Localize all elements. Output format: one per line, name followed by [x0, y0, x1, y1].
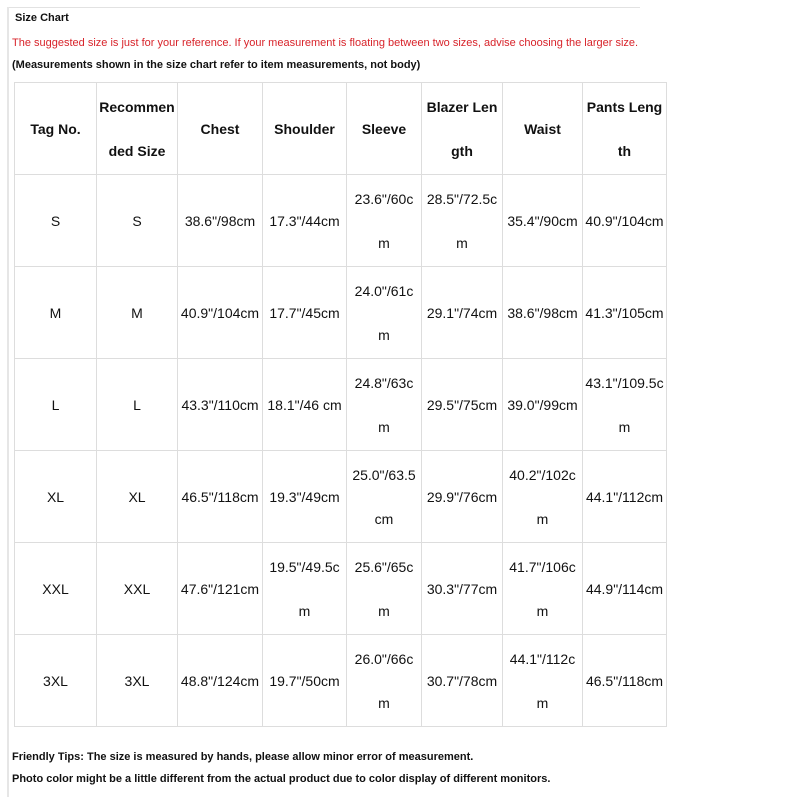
column-header: Shoulder — [263, 83, 347, 175]
page-title: Size Chart — [15, 12, 69, 24]
column-header: Sleeve — [347, 83, 422, 175]
table-cell: XL — [15, 451, 97, 543]
table-row — [15, 359, 667, 451]
table-row — [15, 267, 667, 359]
table-cell: 44.1"/112cm — [583, 451, 667, 543]
table-cell: 29.1"/74cm — [422, 267, 503, 359]
table-cell: 19.7"/50cm — [263, 635, 347, 727]
table-cell: 25.6"/65cm — [347, 543, 422, 635]
table-cell: 43.1"/109.5cm — [583, 359, 667, 451]
column-header: Recommended Size — [97, 83, 178, 175]
table-row — [15, 175, 667, 267]
table-cell: 19.5"/49.5cm — [263, 543, 347, 635]
table-cell: 44.9"/114cm — [583, 543, 667, 635]
table-cell: 26.0"/66cm — [347, 635, 422, 727]
table-cell: M — [97, 267, 178, 359]
table-cell: 46.5"/118cm — [178, 451, 263, 543]
table-cell: L — [97, 359, 178, 451]
column-header: Tag No. — [15, 83, 97, 175]
table-cell: 41.3"/105cm — [583, 267, 667, 359]
table-cell: S — [15, 175, 97, 267]
table-row — [15, 635, 667, 727]
size-chart-table — [14, 82, 667, 727]
column-header: Chest — [178, 83, 263, 175]
table-cell: 29.5"/75cm — [422, 359, 503, 451]
friendly-tips: Friendly Tips: The size is measured by hands, please allow minor error of measurement. — [12, 751, 474, 763]
table-cell: 25.0"/63.5cm — [347, 451, 422, 543]
table-cell: 48.8"/124cm — [178, 635, 263, 727]
table-cell: 17.7"/45cm — [263, 267, 347, 359]
table-row — [15, 451, 667, 543]
table-cell: 35.4"/90cm — [503, 175, 583, 267]
size-notice: The suggested size is just for your reference. If your measurement is floating between two sizes, advise choosing the larger size. — [12, 37, 639, 49]
table-cell: 30.7"/78cm — [422, 635, 503, 727]
table-cell: 17.3"/44cm — [263, 175, 347, 267]
table-cell: 41.7"/106cm — [503, 543, 583, 635]
table-cell: 46.5"/118cm — [583, 635, 667, 727]
table-cell: XL — [97, 451, 178, 543]
table-cell: 23.6"/60cm — [347, 175, 422, 267]
table-cell: 40.9"/104cm — [178, 267, 263, 359]
table-cell: M — [15, 267, 97, 359]
photo-color-tip: Photo color might be a little different from the actual product due to color display of different monitors. — [12, 773, 551, 785]
frame-left-border — [7, 7, 9, 797]
table-cell: 19.3"/49cm — [263, 451, 347, 543]
table-cell: 40.9"/104cm — [583, 175, 667, 267]
column-header: Waist — [503, 83, 583, 175]
table-cell: 40.2"/102cm — [503, 451, 583, 543]
table-cell: 38.6"/98cm — [503, 267, 583, 359]
table-cell: 44.1"/112cm — [503, 635, 583, 727]
table-cell: 24.8"/63cm — [347, 359, 422, 451]
table-cell: XXL — [97, 543, 178, 635]
table-cell: 24.0"/61cm — [347, 267, 422, 359]
table-cell: L — [15, 359, 97, 451]
table-cell: 29.9"/76cm — [422, 451, 503, 543]
column-header: Blazer Length — [422, 83, 503, 175]
frame-top-border — [8, 7, 640, 8]
table-cell: S — [97, 175, 178, 267]
table-cell: 43.3"/110cm — [178, 359, 263, 451]
header-row — [15, 83, 667, 175]
table-cell: XXL — [15, 543, 97, 635]
table-cell: 18.1"/46 cm — [263, 359, 347, 451]
table-cell: 39.0"/99cm — [503, 359, 583, 451]
table-row — [15, 543, 667, 635]
table-cell: 28.5"/72.5cm — [422, 175, 503, 267]
table-cell: 30.3"/77cm — [422, 543, 503, 635]
table-cell: 3XL — [15, 635, 97, 727]
measurement-note: (Measurements shown in the size chart refer to item measurements, not body) — [12, 59, 421, 71]
table-cell: 38.6"/98cm — [178, 175, 263, 267]
column-header: Pants Length — [583, 83, 667, 175]
table-cell: 47.6"/121cm — [178, 543, 263, 635]
table-cell: 3XL — [97, 635, 178, 727]
